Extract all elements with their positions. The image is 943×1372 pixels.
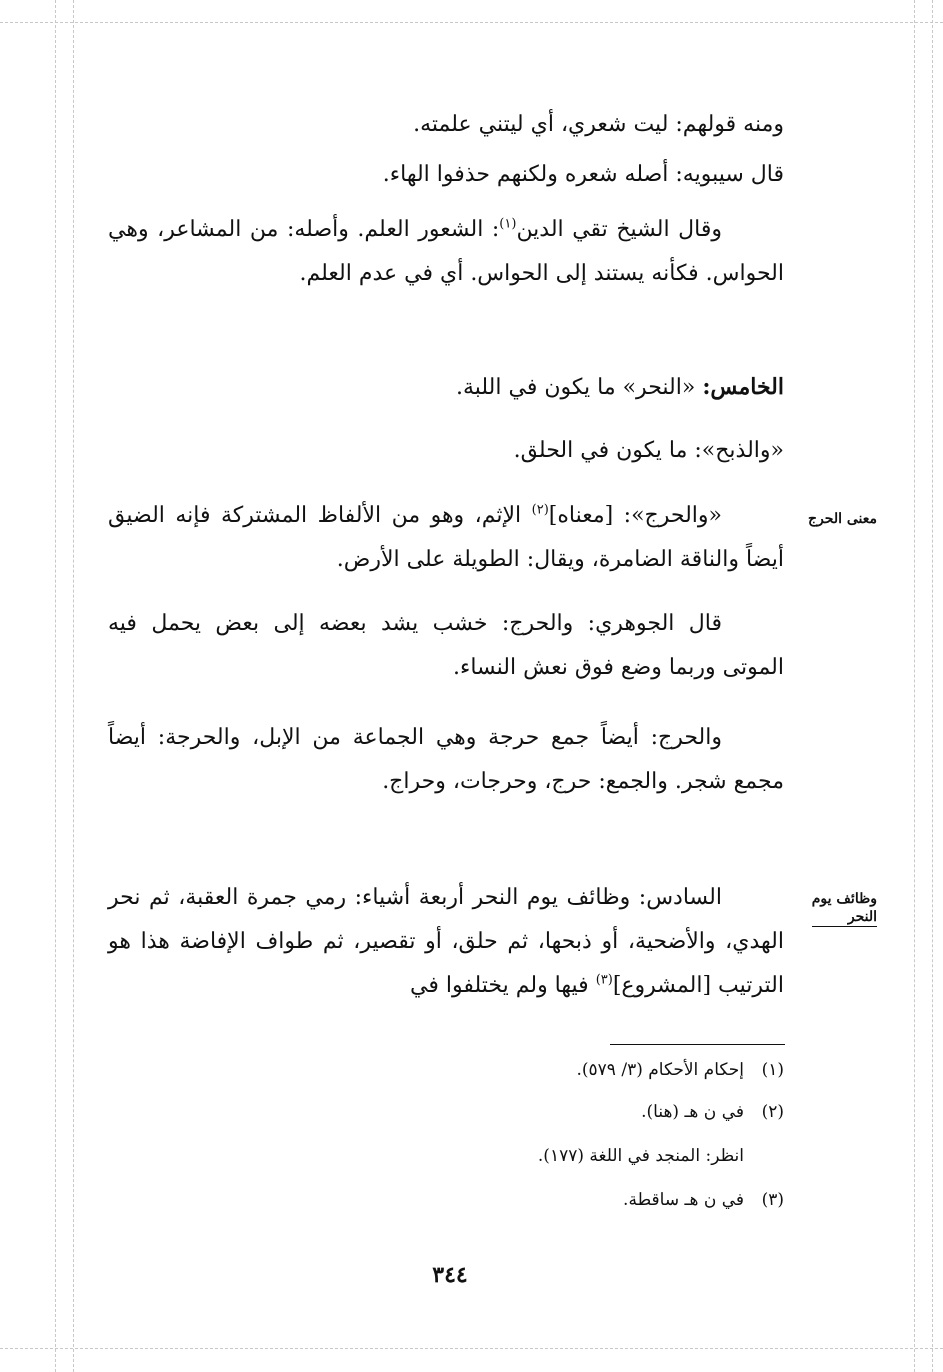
footnote: (٢)في ن هـ (هنا). <box>641 1102 784 1122</box>
text-line: «والذبح»: ما يكون في الحلق. <box>513 438 784 463</box>
guide-line <box>932 0 933 1372</box>
paragraph: «والحرج»: [معناه]$^{(٢)}$ الإثم، وهو من الألفاظ المشتركة فإنه الضيق أيضاً والناقة الضامرة، ويقال: الطويلة على الأرض. <box>108 502 784 572</box>
paragraph: والحرج: أيضاً جمع حرجة وهي الجماعة من الإبل، والحرجة: أيضاً مجمع شجر. والجمع: حرج، وحرجات، وحراج. <box>108 725 784 794</box>
footnote: انظر: المنجد في اللغة (١٧٧). <box>537 1146 744 1166</box>
footnote-separator <box>610 1044 785 1045</box>
guide-line <box>914 0 915 1372</box>
guide-line <box>0 22 943 23</box>
footnote-ref[interactable]: (٢) <box>531 502 549 518</box>
margin-note: وظائف يوم النحر <box>811 891 877 925</box>
paragraph: السادس: وظائف يوم النحر أربعة أشياء: رمي جمرة العقبة، ثم نحر الهدي، والأضحية، أو ذبحها، ثم حلق، أو تقصير، ثم طواف الإفاضة هذا هو الترتيب [المشروع]$^{(٣)}$ فيها ولم يختلفوا في <box>108 885 784 998</box>
text-line: قال سيبويه: أصله شعره ولكنهم حذفوا الهاء. <box>382 162 784 187</box>
text-line: ومنه قولهم: ليت شعري، أي ليتني علمته. <box>413 112 784 137</box>
paragraph: قال الجوهري: والحرج: خشب يشد بعضه إلى بعض يحمل فيه الموتى وربما وضع فوق نعش النساء. <box>108 611 784 680</box>
guide-line <box>0 1348 943 1349</box>
guide-line <box>73 0 74 1372</box>
footnote: (١)إحكام الأحكام (٣/ ٥٧٩). <box>576 1060 784 1080</box>
page-number: ٣٤٤ <box>432 1262 468 1288</box>
text-line: الخامس: «النحر» ما يكون في اللبة. <box>455 374 784 400</box>
footnote-ref[interactable]: (١) <box>499 216 517 232</box>
paragraph: وقال الشيخ تقي الدين$^{(١)}$: الشعور العلم. وأصله: من المشاعر، وهي الحواس. فكأنه يستند إلى الحواس. أي في عدم العلم. <box>108 216 784 286</box>
footnote-ref[interactable]: (٣) <box>595 972 613 988</box>
margin-note: معنى الحرج <box>808 511 877 527</box>
guide-line <box>55 0 56 1372</box>
footnote: (٣)في ن هـ ساقطة. <box>623 1190 784 1210</box>
